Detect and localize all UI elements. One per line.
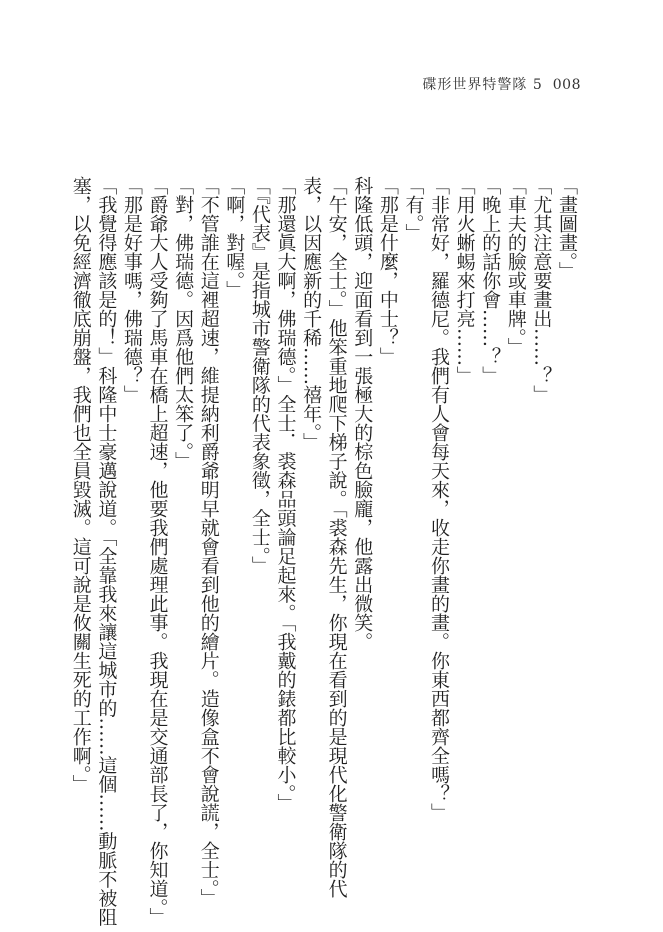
text-line: 塞，以免經濟徹底崩盤，我們也全員毀滅。這可說是攸關生死的工作啊。」	[69, 176, 92, 794]
text-line: 「『代表』是指城市警衛隊的代表象徵，全士。」	[248, 176, 271, 575]
text-line: 「對，佛瑞德。因爲他們太笨了。」	[172, 176, 195, 471]
text-line: 「午安，全士。」他笨重地爬下梯子說。「裘森先生，你現在看到的是現代化警衛隊的代	[325, 176, 348, 898]
text-line: 「那還眞大啊，佛瑞德。」全士．裘森品頭論足起來。「我戴的錶都比較小。」	[274, 176, 297, 813]
text-line: 「非常好，羅德尼。我們有人會每天來，收走你畫的畫。你東西都齊全嗎？」	[428, 176, 451, 822]
text-line: 「用火蜥蜴來打亮……」	[453, 176, 476, 385]
text-line: 「不管誰在這裡超速，維提納利爵爺明早就會看到他的繪片。造像盒不會說謊，全士。」	[197, 176, 220, 908]
body-text	[69, 176, 579, 927]
text-line: 「那是好事嗎，佛瑞德？」	[120, 176, 143, 404]
running-header	[422, 74, 581, 94]
text-line: 「尤其注意要畫出……？」	[530, 176, 553, 404]
vertical-text-column	[67, 176, 579, 927]
text-line: 表，以因應新的千稀……禧年。」	[300, 176, 323, 452]
text-line: 科隆低頭，迎面看到一張極大的棕色臉龐，他露出微笑。	[351, 176, 374, 651]
text-line: 「畫圖畫。」	[556, 176, 578, 281]
text-line: 「那是什麼，中士？」	[376, 176, 399, 366]
book-title: 碟形世界特警隊 5	[422, 77, 543, 93]
text-line: 「有。」	[402, 176, 425, 243]
text-line: 「車夫的臉或車牌。」	[504, 176, 527, 357]
text-line: 「爵爺大人受夠了馬車在橋上超速，他要我們處理此事。我現在是交通部長了，你知道。」	[146, 176, 169, 927]
text-line: 「啊，對喔。」	[223, 176, 246, 300]
page-number: 008	[552, 77, 581, 93]
text-line: 「我覺得應該是的！」科隆中士豪邁說道。「全靠我來讓這城市的……這個……動脈不被阻	[95, 176, 118, 927]
text-line: 「晚上的話你會……？」	[479, 176, 502, 385]
